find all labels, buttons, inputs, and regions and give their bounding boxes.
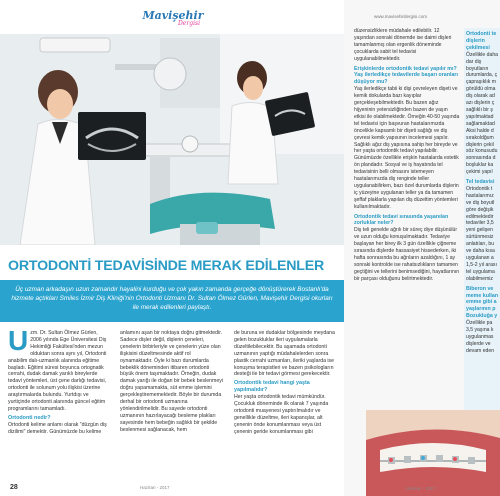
article-column-1	[8, 325, 110, 438]
page-number: 28	[10, 484, 18, 491]
right-col-1-intro: düzensizliklere müdahale edilebilir. 12 yaşından sonraki dönemde ise daimi dişleri tamamlanmış olan ergenlik döneminde çocuklarda sabit tel tedavisi uygulanabilmektedir.	[354, 28, 452, 62]
right-issue-date: Haziran - 2017	[406, 486, 436, 491]
column-3-text: de buruna ve dudaklar bölgesinde meydana gelen bozukluklar ileri uygulamalarla düzeltilebilecektir. Bu aşamada ortodonti uzmanının yaptığı müdahalelerden sonra plastik cerrahi uzmanları, ileriki yaşlarda ise konuşma terapistleri ve bazen psikologların desteği ile bir tedavi görmesi gerekecektir.	[234, 330, 335, 378]
right-col-1-heading: Erişkinlerde ortodontik tedavi yapılır mı? Yaş ilerledikçe tedavilerde başarı oranları düşüyor mu?	[354, 65, 458, 86]
braces-photo	[366, 410, 500, 496]
right-col-2-heading: Ortodonti te dişlerin çekilmesi	[466, 31, 497, 51]
right-column-1	[354, 28, 460, 285]
right-page	[344, 0, 500, 496]
magazine-logo	[138, 10, 208, 27]
article-body	[8, 325, 338, 480]
right-col-1-tail: Diş teli genelde ağrılı bir süreç diye düşünülür ve uzun olduğu konuşulmaktadır. Tedaviye başlayan her birey ilk 3 gün özellikle çiğneme sırasında dişlerde hassasiyet hissederken, iki hafta sonrasında bu ağrıların azaldığını, 1 ay sonraki kontrolde ise rahatsızlıkların tamamen geçtiğini ve tellerini benimsediğini, hayatlarının bir parçası olduğunu belirtmektedir.	[354, 227, 460, 282]
article-column-3	[234, 330, 338, 438]
magazine-url: www.mavisehirdergisi.com	[374, 14, 428, 19]
column-1-intro: zm. Dr. Sultan Ölmez Gürlen, 2006 yılında Ege Üniversitesi Diş Hekimliği Fakültesi'nden mezun olduktan sonra aynı yıl, Ortodonti anabilim dalı-uzmanlık alanında eğitime başladı. Eğitimi süresi boyunca ortognatik cerrahi, dudak damak yarıklı bireylerde tedavi yöntemleri, üst çene darlığı tedavisi, ortodonti ile solunum yolu ilişkisi üzerine araştırmalarda bulundu. Yurtdışı ve yurtiçinde ortodonti alanında güncel eğitim programlarını tamamladı.	[8, 330, 107, 412]
right-col-2-body: Özellikle daha dar diş boyutların durumlarda, ç çapraşıklık m görüldü olma diş olarak ad azı dişlerin ç sağlıklı bir ş yapılmaktad sağlamaktad Aksi halde d sırakoldğum dişlerin çekil söz konusudu sonrasında d boşluklar ka çekimi yapıl	[466, 51, 498, 176]
right-col-2-body-2: Ortodontik t hastalarımız ve diş boyutl göre değişik edilmektedir tedaviler 3,5 yeni gelişen sürtünmesiz anlatıları, bu ve daha kısa uygulanan a 1,5-2 yıl arası tel uygulama olabilmemiz	[466, 185, 497, 282]
right-column-2	[466, 28, 500, 388]
clinic-photo	[0, 34, 344, 245]
clinic-photo-illustration	[0, 34, 344, 245]
braces-illustration	[366, 410, 500, 496]
column-1-tail: Ortodonti kelime anlamı olarak "düzgün diş dizilimi" demektir. Günümüzde bu kelime	[8, 421, 107, 435]
column-3-tail: Her yaşta ortodontik tedavi mümkündür. Çocukluk döneminde ilk olarak 7 yaşında ortodonti muayenesi yaptırılmalıdır ve genellikle düzeltme, ileri kapanışlar, alt çenenin önde konumlanması veya üst çenenin geride konumlanması gibi	[234, 394, 329, 435]
article-column-2	[120, 330, 224, 436]
column-1-heading: Ortodonti nedir?	[8, 414, 51, 421]
column-3-heading: Ortodontik tedavi hangi yaşta yapılmalıdır?	[234, 380, 310, 394]
logo-main-text: Mavişehir	[142, 9, 204, 22]
article-lead: Üç uzman arkadaşın uzun zamandır hayalini kurduğu ve çok yakın zamanda gerçeğe dönüştürerek Bostanlı'da hizmete açtıkları Smiles İzmir Diş Kliniği'nin Ortodonti Uzmanı Dr. Sultan Ölmez Gürlen, Mavişehir Dergisi okurları ile merak edilenleri paylaştı.	[0, 280, 344, 322]
column-2-text: anlamını aşan bir noktaya doğru gitmektedir. Sadece dişler değil, dişlerin çeneleri, çenelerin birbirleriyle ve çenelerin yüze olan ilişkisini düzeltmesinde aktif rol oynamaktadır. Öyle ki bazı durumlarda bebeklik döneminden itibaren ortodonti büyük önem taşımaktadır. Örneğin, dudak damak yarığı ile doğan bir bebek beslenmeyi doğru yapamamakta, süt emme işlemini gerçekleştirememektedir. Böyle bir durumda derhal bir ortodonti uzmanına yönlendirilmelidir. Bu sayede ortodonti uzmanının hazırlayacağı besleme plakları sayesinde hem bebeğin sağlıklı bir şekilde beslenmesi sağlanacak, hem	[120, 330, 223, 433]
right-col-1-heading-2: Ortodontik tedavi sırasında yaşanılan zorluklar neler?	[354, 213, 449, 227]
logo-sub-text: Dergisi	[178, 20, 200, 27]
right-col-2-heading-3: Biberon ve meme kullan emme gibi a yaşlarının p Bozukluğa y	[466, 285, 499, 320]
right-col-1-body: Yaş ilerledikçe tabii ki dişi çevreleyen dişeti ve kemik dokularda bazı kayıplar gerçekleşebilmektedir. Bu bazen ağız hijyeninin yetersizliğinden bazen de yaşın etkisi ile olabilmektedir. Örneğin 40-50 yaşında tel tedavisi için başvuran hastalarımızda öncelikle kapsamlı bir dişeti sağlığı ve diş çevresi kemik yapısının incelemesi yapılır. Sağlıklı ağız diş yapısına sahip her bireyde ve her yaşta ortodontik tedavi yapılabilir. Günümüzde özellikle erişkin hastalarda estetik ön plandadır. Sosyal ve iş hayatında tel tedavisinin belli olmasını istemeyen hastalarımızda diş renginde teller uygulanabilirken, bazı özel durumlarda dişlerin iç yüzeyine uygulanan teller ya da tamamen şeffaf plaklarla yapılan diş düzeltim yöntemleri kullanılmaktadır.	[354, 86, 460, 210]
right-col-2-heading-2: Tel tedavisi	[466, 179, 495, 186]
issue-date: Haziran - 2017	[140, 485, 170, 490]
drop-cap: U	[8, 325, 29, 356]
article-headline: ORTODONTİ TEDAVİSİNDE MERAK EDİLENLER	[8, 258, 325, 274]
right-col-2-tail: Özellikle pa 3,5 yaşına k uygulanmas dişlerde ve devam eden	[466, 320, 495, 354]
